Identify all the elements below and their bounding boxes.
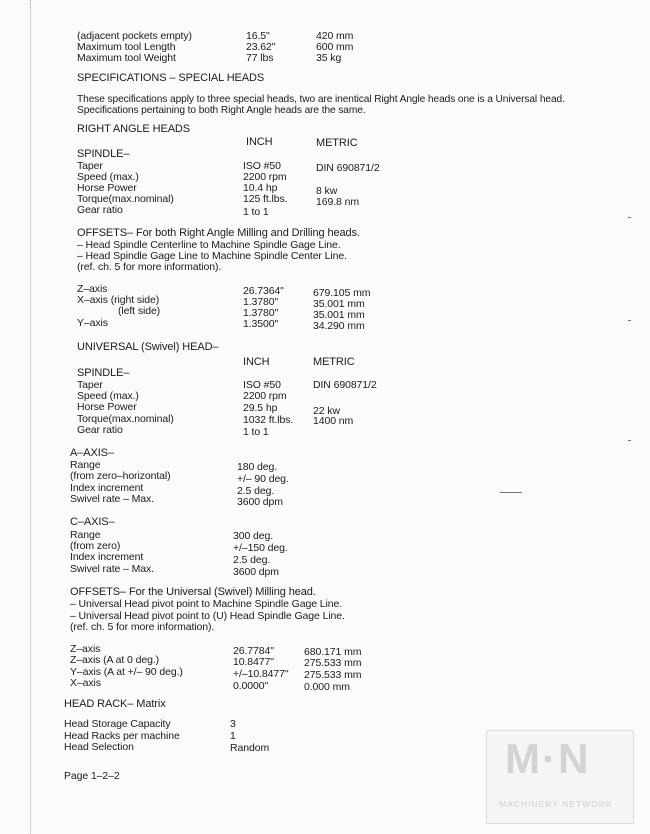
row-value: +/– 90 deg. [237, 473, 289, 485]
row-value: 3600 dpm [233, 566, 279, 578]
row-metric: 169.8 nm [316, 196, 359, 208]
row-label: Z–axis [70, 643, 101, 655]
row-inch: 10.8477" [233, 656, 274, 668]
row-label: (from zero–horizontal) [70, 470, 171, 482]
row-inch: ISO #50 [243, 379, 281, 391]
subsection-title: SPINDLE– [77, 148, 130, 160]
row-label: Index increment [70, 482, 144, 494]
page-number: Page 1–2–2 [64, 770, 120, 782]
row-label: Taper [77, 160, 103, 172]
row-inch: 26.7784" [233, 645, 274, 657]
subsection-title: SPINDLE– [77, 367, 130, 379]
row-label: (from zero) [70, 540, 121, 552]
row-inch: 125 ft.lbs. [243, 193, 288, 205]
column-header-inch: INCH [243, 356, 270, 368]
watermark-mark: M·N [505, 735, 591, 782]
row-inch: ISO #50 [243, 160, 281, 172]
note-line: These specifications apply to three special heads, two are inentical Right Angle heads one is a Universal head. [77, 94, 565, 105]
row-inch: 26.7364" [243, 285, 284, 297]
column-header-metric: METRIC [313, 356, 355, 368]
scan-speck [628, 320, 631, 321]
row-metric: 35 kg [316, 52, 342, 64]
row-label: Z–axis [77, 283, 108, 295]
row-inch: 0.0000" [233, 680, 269, 692]
row-inch: 1 to 1 [243, 206, 269, 218]
note-line: – Head Spindle Gage Line to Machine Spindle Center Line. [77, 250, 347, 262]
row-label: Head Storage Capacity [64, 718, 171, 730]
row-value: Random [230, 742, 270, 754]
row-inch: 2200 rpm [243, 171, 287, 183]
row-label: Index increment [70, 551, 144, 563]
row-metric: 22 kw [313, 405, 340, 417]
row-label: Y–axis (A at +/– 90 deg.) [70, 666, 183, 678]
row-label: Torque(max.nominal) [77, 193, 174, 205]
column-header-inch: INCH [246, 136, 273, 148]
section-title: HEAD RACK– Matrix [64, 698, 166, 710]
row-label: Head Racks per machine [64, 730, 180, 742]
row-label: Swivel rate – Max. [70, 493, 154, 505]
row-label: (adjacent pockets empty) [77, 30, 192, 42]
row-inch: 16.5" [246, 30, 270, 42]
scan-speck [500, 492, 522, 493]
row-metric: 35.001 mm [313, 309, 365, 321]
row-label: Maximum tool Weight [77, 52, 176, 64]
row-label: Range [70, 529, 101, 541]
scan-speck [628, 217, 631, 218]
row-inch: 1.3780" [243, 296, 279, 308]
note-line: – Universal Head pivot point to Machine Spindle Gage Line. [70, 598, 343, 610]
watermark-logo [486, 730, 634, 824]
row-inch: 2200 rpm [243, 390, 287, 402]
row-label: X–axis [70, 677, 101, 689]
row-metric: 275.533 mm [304, 657, 362, 669]
row-label: (left side) [118, 305, 161, 317]
row-label: Y–axis [77, 317, 108, 329]
note-line: (ref. ch. 5 for more information). [70, 621, 215, 633]
row-value: 2.5 deg. [237, 485, 275, 497]
row-value: 3600 dpm [237, 496, 283, 508]
row-label: Gear ratio [77, 204, 123, 216]
row-metric: 420 mm [316, 30, 354, 42]
row-value: 300 deg. [233, 530, 274, 542]
row-inch: 77 lbs [246, 52, 274, 64]
row-label: Speed (max.) [77, 390, 139, 402]
row-label: Swivel rate – Max. [70, 563, 154, 575]
section-title: RIGHT ANGLE HEADS [77, 123, 191, 135]
scan-speck [628, 440, 631, 441]
watermark-name: MACHINERY NETWORK [499, 799, 613, 809]
row-inch: +/–10.8477" [233, 668, 289, 680]
section-title: SPECIFICATIONS – SPECIAL HEADS [77, 72, 265, 84]
row-metric: DIN 690871/2 [313, 379, 377, 391]
section-title: OFFSETS– For the Universal (Swivel) Milling head. [70, 586, 316, 598]
row-inch: 1.3500" [243, 318, 279, 330]
section-title: OFFSETS– For both Right Angle Milling and Drilling heads. [77, 227, 360, 239]
binding-edge [30, 0, 33, 834]
row-metric: 0.000 mm [304, 681, 350, 693]
subsection-title: A–AXIS– [70, 447, 114, 459]
section-title: UNIVERSAL (Swivel) HEAD– [77, 341, 219, 353]
row-inch: 1032 ft.lbs. [243, 414, 294, 426]
row-label: X–axis (right side) [77, 294, 160, 306]
note-line: (ref. ch. 5 for more information). [77, 261, 222, 273]
row-inch: 29.5 hp [243, 402, 278, 414]
row-inch: 10.4 hp [243, 182, 278, 194]
row-metric: 680.171 mm [304, 646, 362, 658]
row-label: Range [70, 459, 101, 471]
subsection-title: C–AXIS– [70, 516, 115, 528]
row-value: 180 deg. [237, 461, 278, 473]
row-value: 1 [230, 730, 236, 742]
row-label: Gear ratio [77, 424, 123, 436]
row-metric: 1400 nm [313, 415, 354, 427]
note-line: – Head Spindle Centerline to Machine Spindle Gage Line. [77, 239, 341, 251]
row-inch: 23.62" [246, 41, 276, 53]
row-label: Taper [77, 379, 103, 391]
note-line: Specifications pertaining to both Right Angle heads are the same. [77, 105, 366, 116]
row-label: Horse Power [77, 401, 137, 413]
row-metric: 34.290 mm [313, 320, 365, 332]
row-inch: 1 to 1 [243, 426, 269, 438]
row-label: Z–axis (A at 0 deg.) [70, 654, 160, 666]
row-value: 3 [230, 718, 236, 730]
row-metric: 275.533 mm [304, 669, 362, 681]
column-header-metric: METRIC [316, 137, 358, 149]
row-label: Speed (max.) [77, 171, 139, 183]
note-line: – Universal Head pivot point to (U) Head Spindle Gage Line. [70, 610, 345, 622]
row-label: Head Selection [64, 741, 134, 753]
row-value: 2.5 deg. [233, 554, 271, 566]
row-label: Maximum tool Length [77, 41, 176, 53]
row-metric: DIN 690871/2 [316, 162, 380, 174]
row-label: Horse Power [77, 182, 137, 194]
row-metric: 35.001 mm [313, 298, 365, 310]
row-metric: 679.105 mm [313, 287, 371, 299]
row-inch: 1.3780" [243, 307, 279, 319]
row-value: +/–150 deg. [233, 542, 288, 554]
row-label: Torque(max.nominal) [77, 413, 174, 425]
row-metric: 600 mm [316, 41, 354, 53]
row-metric: 8 kw [316, 185, 338, 197]
